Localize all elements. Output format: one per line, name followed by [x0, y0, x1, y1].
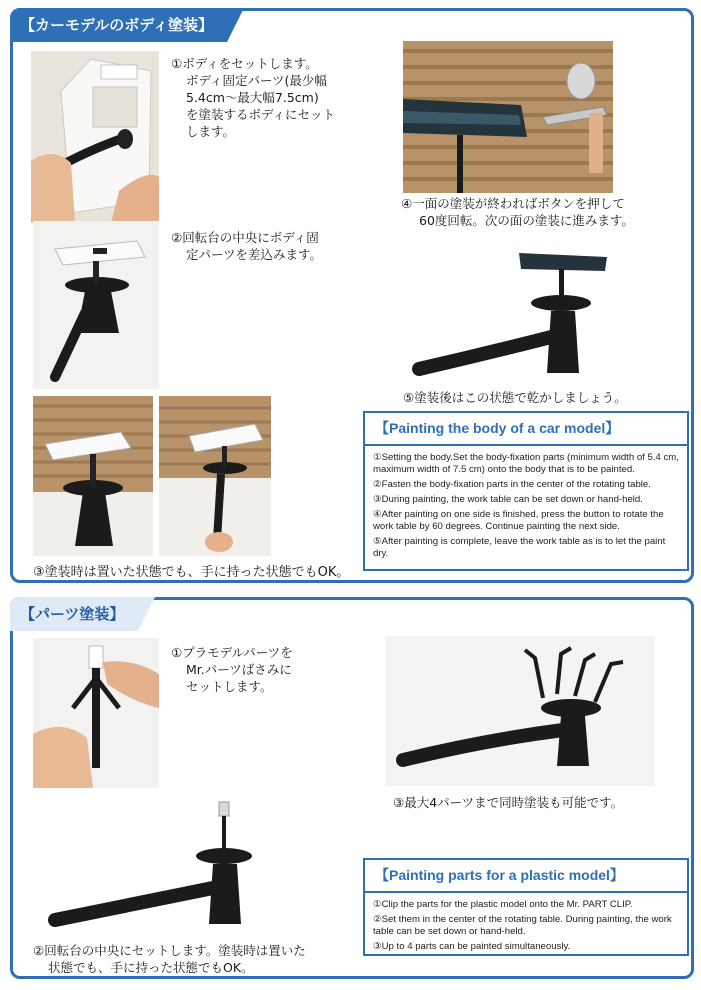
car-step1-line: 5.4cm〜最大幅7.5cm)	[186, 90, 319, 105]
photo-part-on-rotating-table	[43, 800, 269, 938]
parts-step2-line: 状態でも、手に持った状態でもOK。	[48, 960, 254, 975]
parts-section-title: 【パーツ塗装】	[10, 597, 138, 631]
car-step1-line: ボディ固定パーツ(最少幅	[186, 73, 327, 88]
photo-part-clip-in-hand	[33, 638, 159, 788]
car-step2-text	[171, 229, 322, 263]
parts-step1-text	[171, 644, 293, 695]
parts-english-item: ②Set them in the center of the rotating table. During painting, the work table can be set down or hand-held.	[373, 914, 672, 937]
car-english-item: ⑤After painting is complete, leave the work table as is to let the paint dry.	[373, 536, 666, 559]
car-step3-text: ③塗装時は置いた状態でも、手に持った状態でもOK。	[33, 565, 350, 580]
parts-step1-line: セットします。	[186, 679, 273, 694]
photo-airbrush-painting	[403, 41, 613, 193]
parts-step1-line: ①プラモデルパーツを	[171, 645, 293, 660]
car-step4-line: 60度回転。次の面の塗装に進みます。	[419, 213, 634, 228]
parts-english-item: ①Clip the parts for the plastic model onto the Mr. PART CLIP.	[373, 899, 633, 910]
photo-painting-set-down	[33, 396, 153, 556]
car-english-instructions	[363, 411, 689, 571]
car-body-painting-section	[10, 8, 694, 583]
parts-english-instructions	[363, 858, 689, 956]
car-english-title: 【Painting the body of a car model】	[365, 413, 687, 446]
photo-drying-stand	[409, 249, 609, 387]
car-step5-text: ⑤塗装後はこの状態で乾かしましょう。	[403, 390, 627, 405]
car-step2-line: 定パーツを差込みます。	[186, 247, 323, 262]
car-step2-line: ②回転台の中央にボディ固	[171, 230, 319, 245]
parts-english-item: ③Up to 4 parts can be painted simultaneously.	[373, 941, 571, 952]
parts-english-title: 【Painting parts for a plastic model】	[365, 860, 687, 893]
car-step1-text	[171, 55, 335, 140]
photo-setting-body-clip	[31, 51, 159, 223]
car-english-item: ③During painting, the work table can be set down or hand-held.	[373, 494, 643, 505]
car-english-item: ④After painting on one side is finished, press the button to rotate the work table by 60 degrees. Continue painting the next side.	[373, 509, 664, 532]
parts-step2-text	[33, 942, 306, 976]
parts-step1-line: Mr.パーツばさみに	[186, 662, 292, 677]
parts-painting-section	[10, 597, 694, 979]
car-step4-text	[401, 195, 634, 229]
car-english-item: ①Setting the body.Set the body-fixation parts (minimum width of 5.4 cm, maximum width of 7.5 cm) onto the body that is to be painted.	[373, 452, 679, 475]
car-step1-line: を塗装するボディにセット	[186, 107, 336, 122]
car-step1-line: します。	[186, 124, 236, 139]
photo-painting-hand-held	[159, 396, 271, 556]
car-section-title: 【カーモデルのボディ塗装】	[10, 8, 227, 42]
car-step1-line: ①ボディをセットします。	[171, 56, 318, 71]
photo-four-parts-on-stand	[385, 636, 655, 786]
car-english-item: ②Fasten the body-fixation parts in the center of the rotating table.	[373, 479, 651, 490]
car-step4-line: ④一面の塗装が終わればボタンを押して	[401, 196, 625, 211]
parts-step2-line: ②回転台の中央にセットします。塗装時は置いた	[33, 943, 306, 958]
parts-step3-text: ③最大4パーツまで同時塗装も可能です。	[393, 795, 624, 810]
photo-body-on-rotating-table	[33, 221, 159, 389]
